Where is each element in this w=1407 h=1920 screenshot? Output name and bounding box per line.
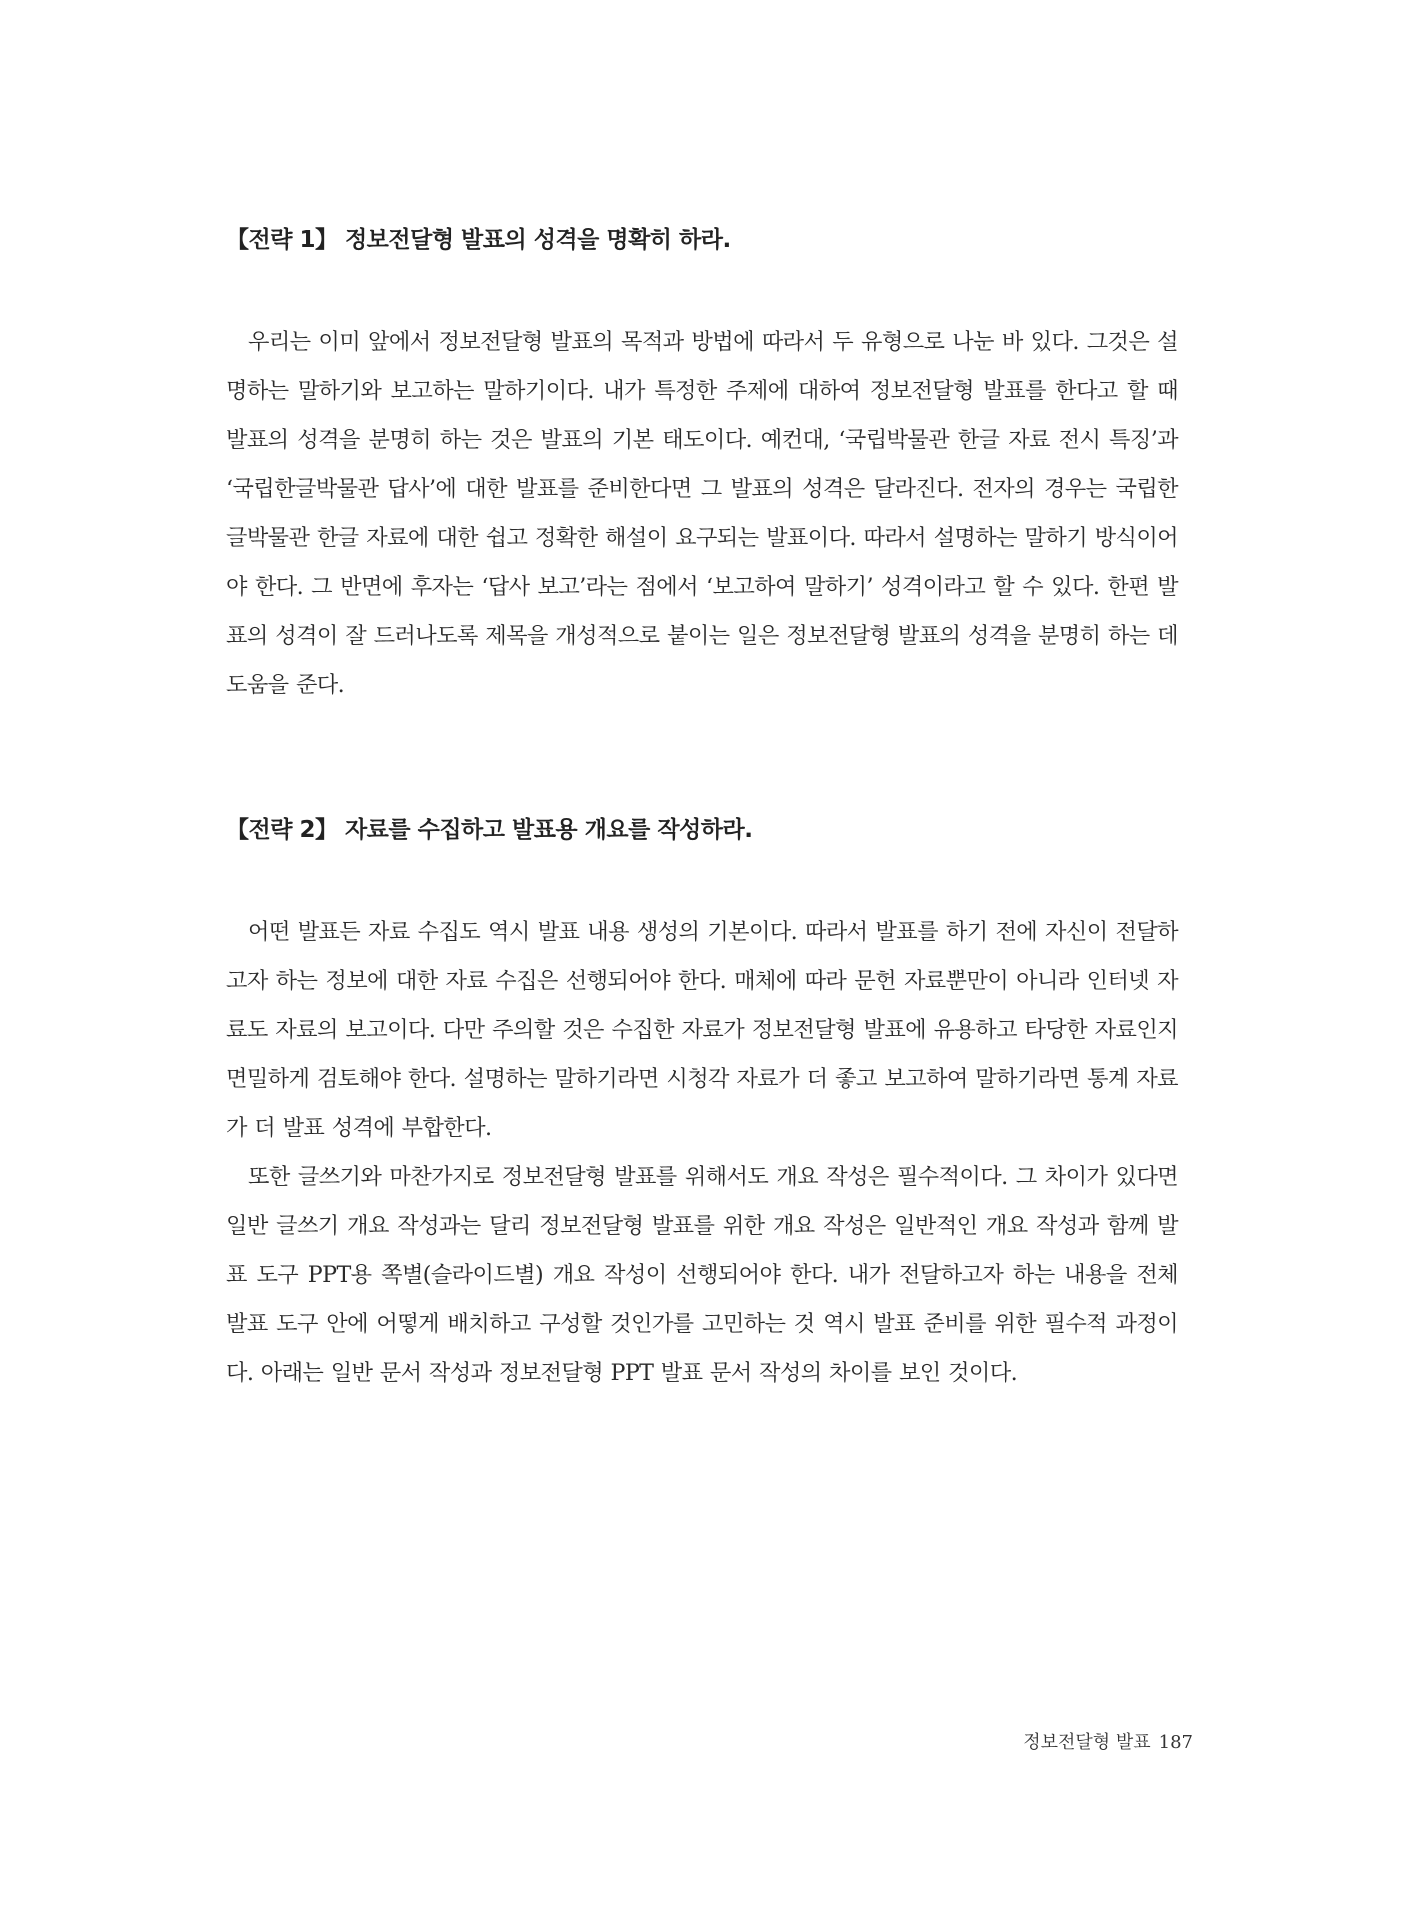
strategy-1-paragraph-1: 우리는 이미 앞에서 정보전달형 발표의 목적과 방법에 따라서 두 유형으로 나눈 바 있다. 그것은 설명하는 말하기와 보고하는 말하기이다. 내가 특정한 주제에 대하여 정보전달형 발표를 한다고 할 때 발표의 성격을 분명히 하는 것은 발표의 기본 태도이다. 예컨대, ‘국립박물관 한글 자료 전시 특징’과 ‘국립한글박물관 답사’에 대한 발표를 준비한다면 그 발표의 성격은 달라진다. 전자의 경우는 국립한글박물관 한글 자료에 대한 쉽고 정확한 해설이 요구되는 발표이다. 따라서 설명하는 말하기 방식이어야 한다. 그 반면에 후자는 ‘답사 보고’라는 점에서 ‘보고하여 말하기’ 성격이라고 할 수 있다. 한편 발표의 성격이 잘 드러나도록 제목을 개성적으로 붙이는 일은 정보전달형 발표의 성격을 분명히 하는 데 도움을 준다. bbox=[226, 329, 1178, 698]
strategy-1-heading: 【전략 1】 정보전달형 발표의 성격을 명확히 하라. bbox=[226, 227, 731, 253]
strategy-2-body bbox=[226, 908, 1178, 1398]
page-number: 187 bbox=[1158, 1732, 1193, 1753]
strategy-2-heading: 【전략 2】 자료를 수집하고 발표용 개요를 작성하라. bbox=[226, 817, 753, 843]
strategy-2-paragraph-2: 또한 글쓰기와 마찬가지로 정보전달형 발표를 위해서도 개요 작성은 필수적이다. 그 차이가 있다면 일반 글쓰기 개요 작성과는 달리 정보전달형 발표를 위한 개요 작성은 일반적인 개요 작성과 함께 발표 도구 PPT용 쪽별(슬라이드별) 개요 작성이 선행되어야 한다. 내가 전달하고자 하는 내용을 전체 발표 도구 안에 어떻게 배치하고 구성할 것인가를 고민하는 것 역시 발표 준비를 위한 필수적 과정이다. 아래는 일반 문서 작성과 정보전달형 PPT 발표 문서 작성의 차이를 보인 것이다. bbox=[226, 1164, 1178, 1386]
strategy-1-body bbox=[226, 318, 1178, 710]
running-title: 정보전달형 발표 bbox=[1023, 1732, 1151, 1753]
strategy-2-section bbox=[226, 810, 1178, 1398]
page-content bbox=[226, 220, 1178, 1398]
page-footer bbox=[1023, 1728, 1193, 1754]
strategy-2-paragraph-1: 어떤 발표든 자료 수집도 역시 발표 내용 생성의 기본이다. 따라서 발표를 하기 전에 자신이 전달하고자 하는 정보에 대한 자료 수집은 선행되어야 한다. 매체에 따라 문헌 자료뿐만이 아니라 인터넷 자료도 자료의 보고이다. 다만 주의할 것은 수집한 자료가 정보전달형 발표에 유용하고 타당한 자료인지 면밀하게 검토해야 한다. 설명하는 말하기라면 시청각 자료가 더 좋고 보고하여 말하기라면 통계 자료가 더 발표 성격에 부합한다. bbox=[226, 919, 1178, 1141]
strategy-1-section bbox=[226, 220, 1178, 710]
